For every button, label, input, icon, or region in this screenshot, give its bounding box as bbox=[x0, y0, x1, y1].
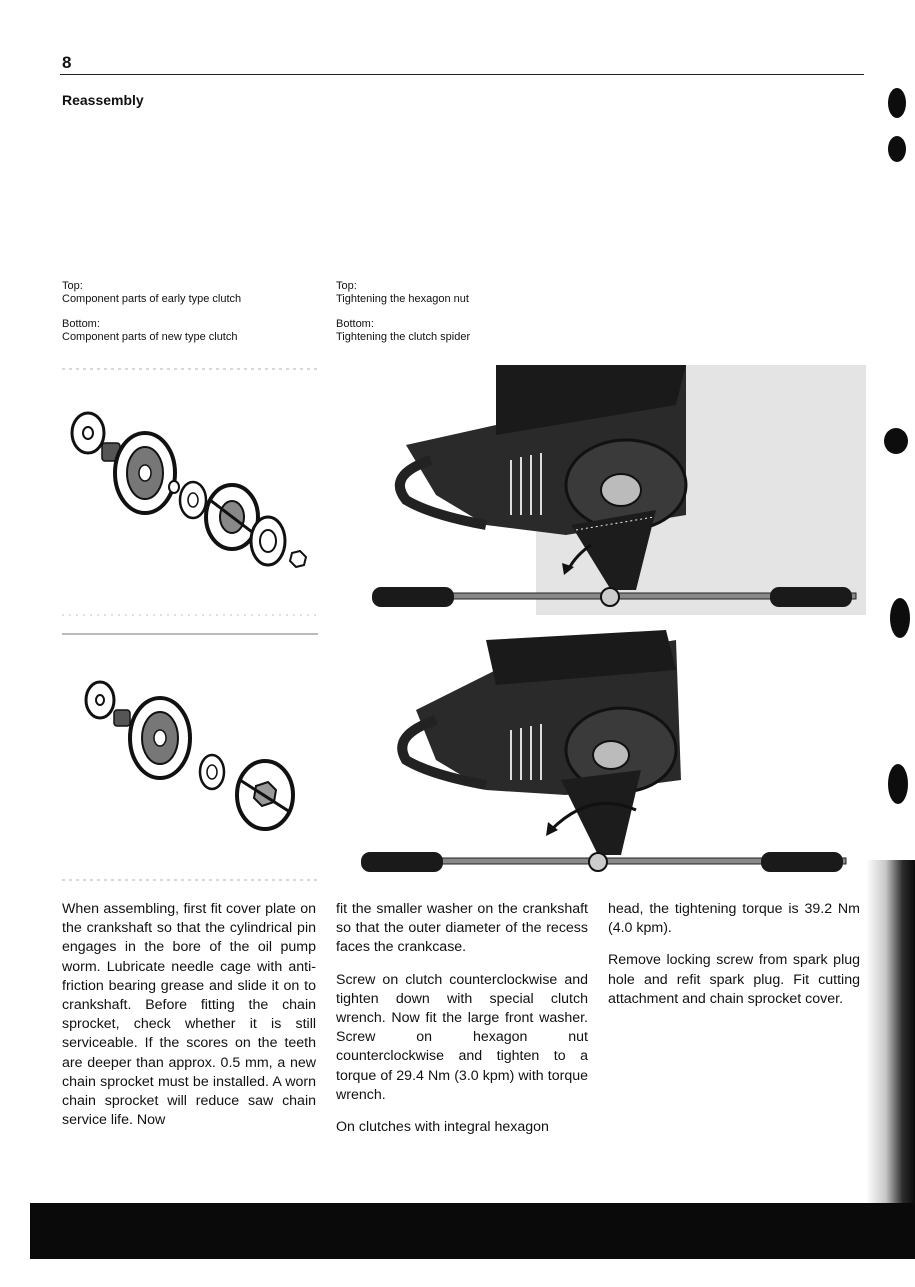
caption-label: Bottom: bbox=[336, 318, 374, 330]
figure-early-clutch-parts bbox=[60, 365, 320, 620]
caption-right-bottom bbox=[336, 318, 470, 344]
page-number: 8 bbox=[62, 53, 72, 72]
caption-left-top bbox=[62, 280, 241, 306]
figure-tightening-hexagon-nut bbox=[336, 365, 866, 620]
caption-text: Tightening the clutch spider bbox=[336, 331, 471, 343]
text-column-2 bbox=[336, 900, 588, 1150]
text-column-3 bbox=[608, 900, 860, 1022]
thumb-tab-mark bbox=[884, 428, 908, 454]
scan-edge-shadow bbox=[866, 860, 915, 1205]
paragraph: When assembling, first fit cover plate on the crankshaft so that the cylindrical pin engages in the bore of the oil pump worm. Lubricate needle cage with anti-friction bearing grease and slide it on to crankshaft. Before fitting the chain sprocket, check whether it is still serviceable. If the scores on the teeth are deeper than approx. 0.5 mm, a new chain sprocket must be installed. A worn chain sprocket will reduce saw chain service life. Now bbox=[62, 901, 316, 1129]
thumb-tab-mark bbox=[888, 136, 906, 162]
paragraph: Screw on clutch counterclockwise and tighten down with special clutch wrench. Now fit the large front washer. Screw on hexagon nut counterclockwise and tighten to a torque of 29.4 Nm (3.0 kpm) with torque wrench. bbox=[336, 971, 588, 1103]
caption-right-top bbox=[336, 280, 469, 306]
figure-tightening-clutch-spider bbox=[336, 630, 866, 885]
caption-text: Component parts of new type clutch bbox=[62, 331, 238, 343]
paragraph: fit the smaller washer on the crankshaft so that the outer diameter of the recess faces the crankcase. bbox=[336, 901, 588, 956]
header-rule bbox=[60, 74, 864, 75]
scan-bottom-band bbox=[30, 1203, 915, 1259]
caption-label: Top: bbox=[62, 280, 83, 292]
figure-new-clutch-parts bbox=[60, 630, 320, 885]
section-title: Reassembly bbox=[62, 92, 144, 108]
caption-text: Tightening the hexagon nut bbox=[336, 293, 469, 305]
caption-label: Bottom: bbox=[62, 318, 100, 330]
paragraph: On clutches with integral hexagon bbox=[336, 1119, 549, 1136]
thumb-tab-mark bbox=[890, 598, 910, 638]
caption-left-bottom bbox=[62, 318, 237, 344]
thumb-tab-mark bbox=[888, 88, 906, 118]
paragraph: head, the tightening torque is 39.2 Nm (4.0 kpm). bbox=[608, 901, 860, 937]
caption-label: Top: bbox=[336, 280, 357, 292]
caption-text: Component parts of early type clutch bbox=[62, 293, 242, 305]
paragraph: Remove locking screw from spark plug hole and refit spark plug. Fit cutting attachment and chain sprocket cover. bbox=[608, 952, 860, 1007]
thumb-tab-mark bbox=[888, 764, 908, 804]
text-column-1 bbox=[62, 900, 316, 1143]
